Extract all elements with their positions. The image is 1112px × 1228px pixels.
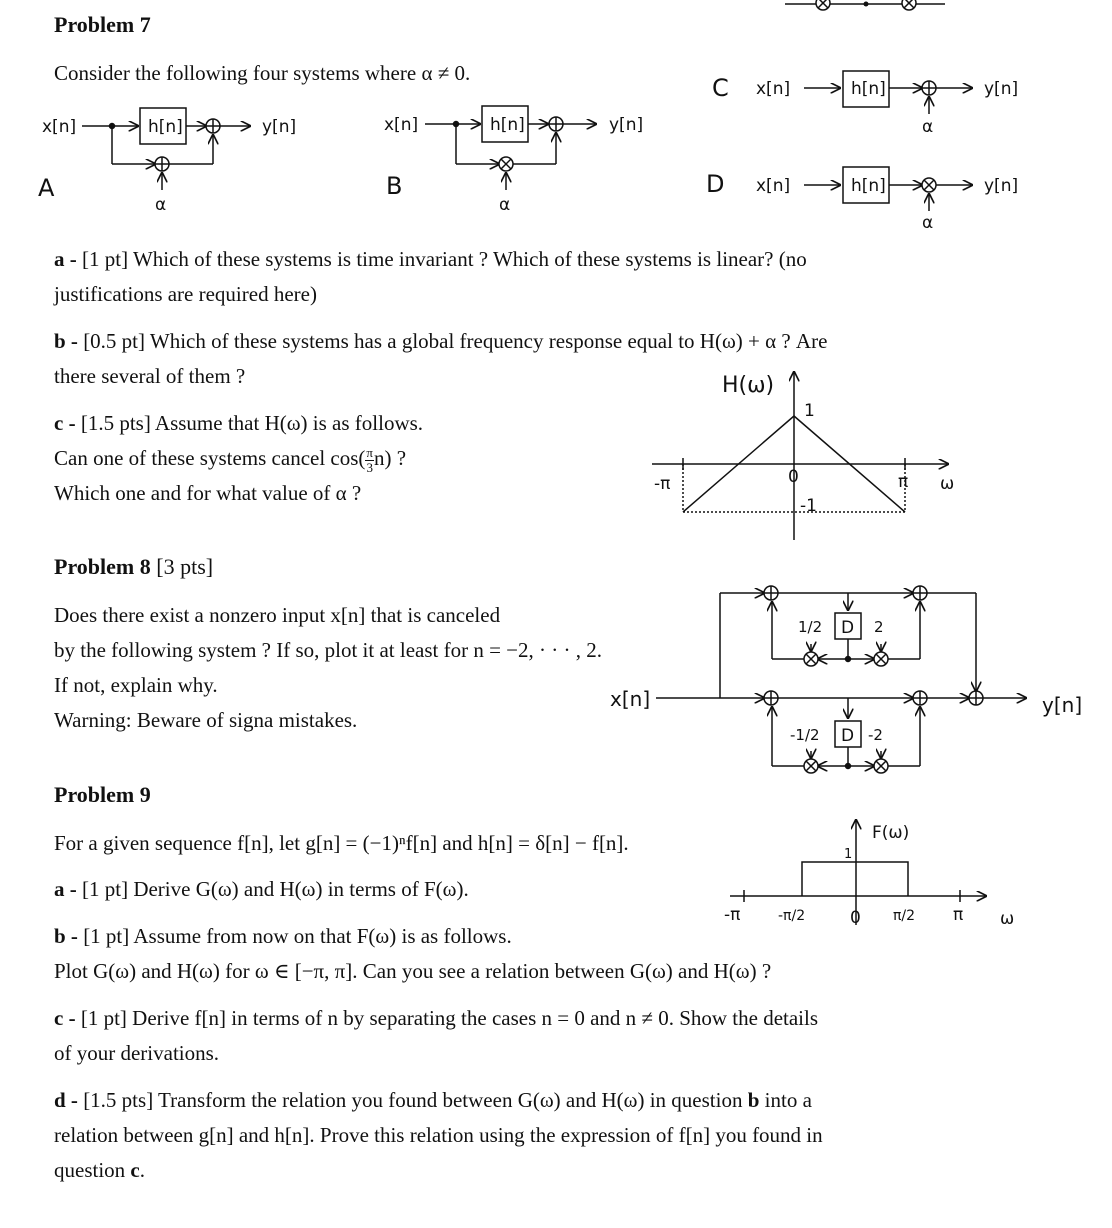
sysC-output-label: y[n] bbox=[984, 79, 1019, 99]
sysB-output-label: y[n] bbox=[609, 115, 644, 135]
sysC-input-label: x[n] bbox=[756, 79, 791, 99]
sysC-letter: C bbox=[712, 74, 729, 102]
p8-input-label: x[n] bbox=[610, 687, 651, 711]
p7-question-c: c - [1.5 pts] Assume that H(ω) is as follows. bbox=[54, 411, 424, 435]
f-omega-neg-half-pi: -π/2 bbox=[778, 908, 806, 924]
h-omega-ylabel: H(ω) bbox=[722, 373, 775, 398]
p8-gain-two: 2 bbox=[874, 618, 884, 636]
problem-9-title: Problem 9 bbox=[54, 782, 151, 807]
h-omega-neg-pi-label: -π bbox=[654, 474, 671, 494]
p9-question-d-line3: question c. bbox=[54, 1158, 145, 1182]
f-omega-height-label: 1 bbox=[844, 847, 853, 862]
p8-line3: If not, explain why. bbox=[54, 673, 218, 697]
sysD-block-label: h[n] bbox=[851, 176, 886, 196]
f-omega-ylabel: F(ω) bbox=[872, 823, 910, 843]
problem-7-title: Problem 7 bbox=[54, 12, 151, 37]
p8-line2: by the following system ? If so, plot it at least for n = −2, · · · , 2. bbox=[54, 638, 603, 662]
p7-question-c-line2: Can one of these systems cancel cos( $\frac{\pi}{3}$ n) ? bbox=[54, 444, 407, 475]
p7-question-a: a - [1 pt] Which of these systems is time invariant ? Which of these systems is linear? (no bbox=[54, 247, 807, 271]
sysD-input-label: x[n] bbox=[756, 176, 791, 196]
p9-question-d-line2: relation between g[n] and h[n]. Prove this relation using the expression of f[n] you found in bbox=[54, 1123, 823, 1147]
problem-7-intro: Consider the following four systems where α ≠ 0. bbox=[54, 61, 471, 85]
p9-question-d: d - [1.5 pts] Transform the relation you found between G(ω) and H(ω) in question b into a bbox=[54, 1088, 812, 1112]
sysA-block-label: h[n] bbox=[148, 117, 183, 137]
h-omega-zero-label: 0 bbox=[788, 467, 799, 487]
p7-question-a-line2: justifications are required here) bbox=[54, 282, 317, 306]
p9-question-b: b - [1 pt] Assume from now on that F(ω) is as follows. bbox=[54, 924, 512, 948]
h-omega-min-label: -1 bbox=[800, 496, 817, 516]
p8-gain-neg-two: -2 bbox=[868, 726, 883, 744]
f-omega-pos-pi: π bbox=[953, 905, 964, 925]
sysC-alpha-label: α bbox=[922, 117, 934, 137]
p8-line1: Does there exist a nonzero input x[n] that is canceled bbox=[54, 603, 501, 627]
sysB-block-label: h[n] bbox=[490, 115, 525, 135]
p8-line4: Warning: Beware of signa mistakes. bbox=[54, 708, 358, 732]
p7-question-b-line2: there several of them ? bbox=[54, 364, 246, 388]
sysC-block-label: h[n] bbox=[851, 79, 886, 99]
sysD-output-label: y[n] bbox=[984, 176, 1019, 196]
p9-question-c-line2: of your derivations. bbox=[54, 1041, 220, 1065]
p9-question-a: a - [1 pt] Derive G(ω) and H(ω) in terms of F(ω). bbox=[54, 877, 469, 901]
f-omega-zero: 0 bbox=[850, 908, 861, 928]
sysB-input-label: x[n] bbox=[384, 115, 419, 135]
h-omega-xaxis-label: ω bbox=[940, 474, 955, 494]
sysB-letter: B bbox=[386, 172, 403, 200]
sysA-letter: A bbox=[38, 174, 55, 202]
sysA-input-label: x[n] bbox=[42, 117, 77, 137]
pi-over-3-fraction: $\frac{\pi}{3}$ bbox=[366, 444, 373, 475]
f-omega-xaxis: ω bbox=[1000, 909, 1015, 929]
p8-gain-neg-half: -1/2 bbox=[790, 726, 820, 744]
h-omega-peak-label: 1 bbox=[804, 401, 815, 421]
sysD-alpha-label: α bbox=[922, 213, 934, 233]
sysA-alpha-label: α bbox=[155, 195, 167, 215]
sysA-output-label: y[n] bbox=[262, 117, 297, 137]
p9-question-c: c - [1 pt] Derive f[n] in terms of n by separating the cases n = 0 and n ≠ 0. Show the details bbox=[54, 1006, 819, 1030]
f-omega-pos-half-pi: π/2 bbox=[893, 908, 916, 924]
h-omega-pos-pi-label: π bbox=[898, 472, 909, 492]
f-omega-neg-pi: -π bbox=[724, 905, 741, 925]
p7-question-c-line3: Which one and for what value of α ? bbox=[54, 481, 362, 505]
sysD-letter: D bbox=[706, 170, 725, 198]
p7-question-b: b - [0.5 pt] Which of these systems has a global frequency response equal to H(ω) + α ? Are bbox=[54, 329, 828, 353]
p9-intro: For a given sequence f[n], let g[n] = (−1)ⁿf[n] and h[n] = δ[n] − f[n]. bbox=[54, 831, 629, 855]
p8-gain-half: 1/2 bbox=[798, 618, 823, 636]
p8-output-label: y[n] bbox=[1042, 693, 1083, 717]
p9-question-b-line2: Plot G(ω) and H(ω) for ω ∈ [−π, π]. Can you see a relation between G(ω) and H(ω) ? bbox=[54, 959, 772, 983]
problem-8-title: Problem 8 [3 pts] bbox=[54, 554, 214, 579]
p8-delay-bottom: D bbox=[841, 726, 855, 746]
sysB-alpha-label: α bbox=[499, 195, 511, 215]
p8-delay-top: D bbox=[841, 618, 855, 638]
